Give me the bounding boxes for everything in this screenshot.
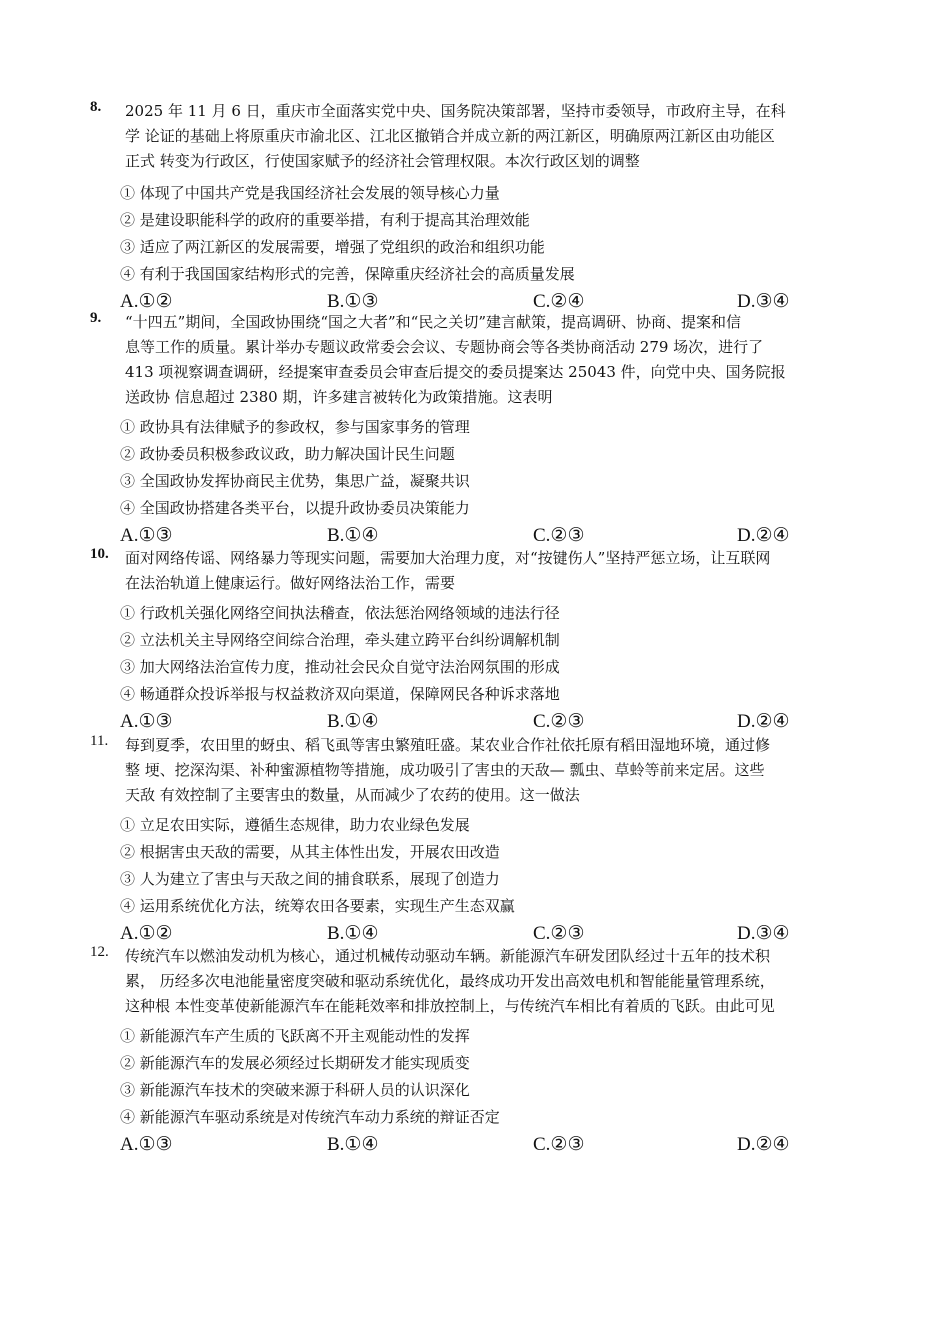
question-stem [125, 733, 865, 808]
choice-a: A.①② [120, 291, 173, 312]
choice-b: B.①④ [327, 711, 379, 732]
option-statement-3: ③ 加大网络法治宣传力度，推动社会民众自觉守法治网氛围的形成 [120, 658, 560, 676]
question-stem [125, 944, 865, 1019]
stem-line: 这种根 本性变革使新能源汽车在能耗效率和排放控制上，与传统汽车相比有着质的飞跃。由此可见 [125, 997, 775, 1015]
stem-line: 在法治轨道上健康运行。做好网络法治工作，需要 [125, 574, 456, 592]
stem-line: 息等工作的质量。累计举办专题议政常委会会议、专题协商会等各类协商活动 279 场次，进行了 [125, 338, 764, 356]
option-statement-2: ② 新能源汽车的发展必须经过长期研发才能实现质变 [120, 1054, 470, 1072]
stem-line: “十四五”期间，全国政协围绕“国之大者”和“民之关切”建言献策，提高调研、协商、提案和信 [125, 313, 742, 331]
choice-b: B.①③ [327, 291, 379, 312]
option-statement-1: ① 立足农田实际，遵循生态规律，助力农业绿色发展 [120, 816, 470, 834]
question-10 [90, 546, 865, 736]
question-9 [90, 310, 865, 550]
question-11 [90, 733, 865, 948]
choice-a: A.①② [120, 923, 173, 944]
question-number: 11. [90, 733, 109, 749]
stem-line: 2025 年 11 月 6 日，重庆市全面落实党中央、国务院决策部署，坚持市委领导，市政府主导，在科 [125, 102, 786, 120]
stem-line: 413 项视察调查调研，经提案审查委员会审查后提交的委员提案达 25043 件，向党中央、国务院报 [125, 363, 786, 381]
stem-line: 送政协 信息超过 2380 期，许多建言被转化为政策措施。这表明 [125, 388, 553, 406]
choice-d: D.②④ [737, 711, 790, 732]
choice-b: B.①④ [327, 923, 379, 944]
option-statement-1: ① 行政机关强化网络空间执法稽查，依法惩治网络领域的违法行径 [120, 604, 560, 622]
choice-c: C.②③ [533, 1134, 585, 1155]
option-statement-2: ② 根据害虫天敌的需要，从其主体性出发，开展农田改造 [120, 843, 500, 861]
stem-line: 正式 转变为行政区，行使国家赋予的经济社会管理权限。本次行政区划的调整 [125, 152, 640, 170]
choice-c: C.②③ [533, 525, 585, 546]
answer-choices [120, 1131, 865, 1159]
choice-c: C.②③ [533, 923, 585, 944]
option-statement-1: ① 政协具有法律赋予的参政权，参与国家事务的管理 [120, 418, 470, 436]
choice-c: C.②③ [533, 711, 585, 732]
option-statement-1: ① 体现了中国共产党是我国经济社会发展的领导核心力量 [120, 184, 500, 202]
choice-c: C.②④ [533, 291, 585, 312]
option-statement-4: ④ 畅通群众投诉举报与权益救济双向渠道，保障网民各种诉求落地 [120, 685, 560, 703]
question-number: 10. [90, 546, 109, 562]
stem-line: 学 论证的基础上将原重庆市渝北区、江北区撤销合并成立新的两江新区，明确原两江新区由功能区 [125, 127, 775, 145]
stem-line: 传统汽车以燃油发动机为核心，通过机械传动驱动车辆。新能源汽车研发团队经过十五年的技术积 [125, 947, 771, 965]
option-statement-4: ④ 全国政协搭建各类平台，以提升政协委员决策能力 [120, 499, 470, 517]
option-statement-4: ④ 运用系统优化方法，统筹农田各要素，实现生产生态双赢 [120, 897, 515, 915]
stem-line: 整 埂、挖深沟渠、补种蜜源植物等措施，成功吸引了害虫的天敌— 瓢虫、草蛉等前来定居。这些 [125, 761, 765, 779]
option-statement-2: ② 立法机关主导网络空间综合治理，牵头建立跨平台纠纷调解机制 [120, 631, 560, 649]
stem-line: 每到夏季，农田里的蚜虫、稻飞虱等害虫繁殖旺盛。某农业合作社依托原有稻田湿地环境，通过修 [125, 736, 771, 754]
choice-d: D.②④ [737, 525, 790, 546]
answer-choices [120, 708, 865, 736]
stem-line: 累， 历经多次电池能量密度突破和驱动系统优化，最终成功开发出高效电机和智能能量管理系统， [125, 972, 775, 990]
choice-d: D.③④ [737, 291, 790, 312]
stem-line: 天敌 有效控制了主要害虫的数量，从而减少了农药的使用。这一做法 [125, 786, 580, 804]
choice-a: A.①③ [120, 1134, 173, 1155]
stem-line: 面对网络传谣、网络暴力等现实问题，需要加大治理力度，对“按键伤人”坚持严惩立场，让互联网 [125, 549, 771, 567]
option-statement-3: ③ 全国政协发挥协商民主优势，集思广益，凝聚共识 [120, 472, 470, 490]
choice-d: D.②④ [737, 1134, 790, 1155]
question-stem [125, 546, 865, 596]
option-statement-3: ③ 适应了两江新区的发展需要，增强了党组织的政治和组织功能 [120, 238, 545, 256]
option-statement-1: ① 新能源汽车产生质的飞跃离不开主观能动性的发挥 [120, 1027, 470, 1045]
option-statement-4: ④ 新能源汽车驱动系统是对传统汽车动力系统的辩证否定 [120, 1108, 500, 1126]
choice-d: D.③④ [737, 923, 790, 944]
question-12 [90, 944, 865, 1159]
choice-a: A.①③ [120, 711, 173, 732]
option-statement-2: ② 是建设职能科学的政府的重要举措，有利于提高其治理效能 [120, 211, 530, 229]
option-statement-2: ② 政协委员积极参政议政，助力解决国计民生问题 [120, 445, 455, 463]
question-stem [125, 310, 865, 410]
question-number: 9. [90, 310, 102, 326]
question-8 [90, 99, 865, 316]
option-statement-3: ③ 新能源汽车技术的突破来源于科研人员的认识深化 [120, 1081, 470, 1099]
option-statement-4: ④ 有利于我国国家结构形式的完善，保障重庆经济社会的高质量发展 [120, 265, 575, 283]
option-statement-3: ③ 人为建立了害虫与天敌之间的捕食联系，展现了创造力 [120, 870, 500, 888]
choice-b: B.①④ [327, 1134, 379, 1155]
choice-a: A.①③ [120, 525, 173, 546]
choice-b: B.①④ [327, 525, 379, 546]
question-number: 8. [90, 99, 102, 115]
question-number: 12. [90, 944, 109, 960]
question-stem [125, 99, 865, 174]
